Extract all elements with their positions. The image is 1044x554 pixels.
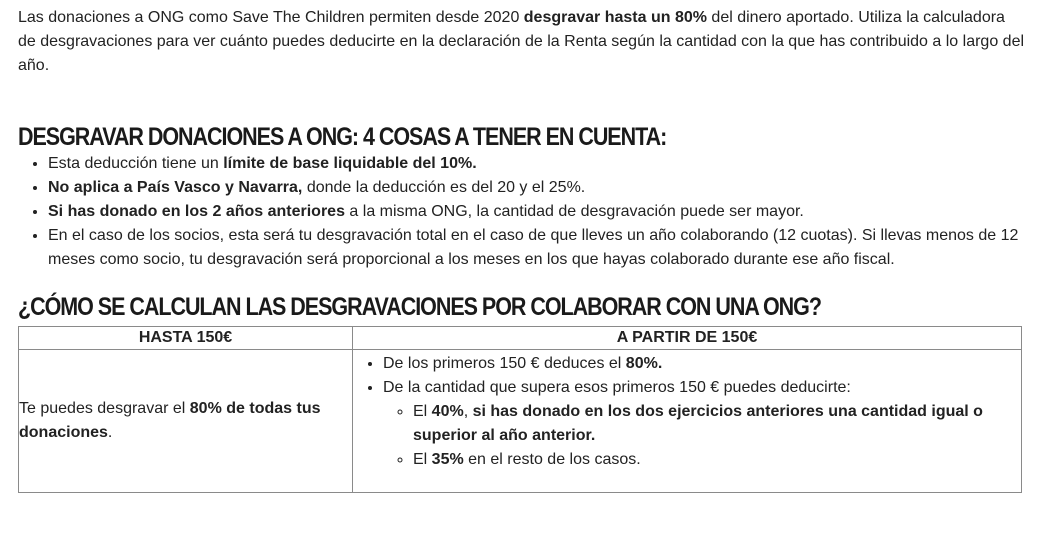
list-item xyxy=(48,176,1026,200)
considerations-list xyxy=(18,152,1026,272)
list-item-bold: No aplica a País Vasco y Navarra, xyxy=(48,179,303,196)
list-item xyxy=(48,224,1026,272)
table-row xyxy=(19,350,1022,493)
list-item-bold: 40% xyxy=(431,403,464,420)
list-item xyxy=(383,352,1021,376)
list-item-text: En el caso de los socios, esta será tu desgravación total en el caso de que lleves un año colaborando (12 cuotas). Si llevas menos de 12 meses como socio, tu desgravación será proporcional a los meses en los que hayas colaborado durante ese año fiscal. xyxy=(48,227,1019,268)
list-item-text: , xyxy=(463,403,473,420)
list-item-bold: Si has donado en los 2 años anteriores xyxy=(48,203,345,220)
list-item-text: Esta deducción tiene un xyxy=(48,155,224,172)
list-item-text: donde la deducción es del 20 y el 25%. xyxy=(302,179,586,196)
list-item-text: El xyxy=(413,403,432,420)
list-item xyxy=(48,200,1026,224)
cell-text: . xyxy=(107,424,113,441)
table-header-row xyxy=(19,327,1022,350)
list-item-bold: si has donado en los dos ejercicios anteriores una cantidad igual o superior al año anterior. xyxy=(413,403,983,444)
list-item-bold: 35% xyxy=(431,451,464,468)
list-item xyxy=(48,152,1026,176)
section-heading-how-calculated: ¿CÓMO SE CALCULAN LAS DESGRAVACIONES POR COLABORAR CON UNA ONG? xyxy=(18,293,821,321)
sub-list-item xyxy=(413,400,1021,448)
list-item-text: De los primeros 150 € deduces el xyxy=(383,355,626,372)
list-item-bold: 80%. xyxy=(625,355,663,372)
cell-text: Te puedes desgravar el xyxy=(19,400,190,417)
cell-from-150 xyxy=(353,350,1022,493)
sub-rules-list xyxy=(383,400,1021,472)
deductions-table xyxy=(18,326,1022,493)
list-item-text: en el resto de los casos. xyxy=(463,451,641,468)
intro-highlight: desgravar hasta un 80% xyxy=(523,9,707,26)
rules-list xyxy=(353,352,1021,472)
intro-text-1: Las donaciones a ONG como Save The Children permiten desde 2020 xyxy=(18,9,524,26)
cell-bold: 80% de todas tus donaciones xyxy=(19,400,321,441)
list-item xyxy=(383,376,1021,472)
col-header-up-to-150: HASTA 150€ xyxy=(19,327,353,350)
list-item-text: El xyxy=(413,451,432,468)
sub-list-item xyxy=(413,448,1021,472)
section-heading-things-to-consider: DESGRAVAR DONACIONES A ONG: 4 COSAS A TENER EN CUENTA: xyxy=(18,123,667,151)
cell-up-to-150 xyxy=(19,350,353,493)
intro-text-2: del dinero aportado. Utiliza la calculadora de desgravaciones para ver cuánto puedes deducirte en la declaración de la Renta según la cantidad con la que has contribuido a lo largo del año. xyxy=(18,9,1025,74)
list-item-text: De la cantidad que supera esos primeros 150 € puedes deducirte: xyxy=(383,379,851,396)
list-item-bold: límite de base liquidable del 10%. xyxy=(223,155,477,172)
list-item-text: a la misma ONG, la cantidad de desgravación puede ser mayor. xyxy=(344,203,804,220)
col-header-from-150: A PARTIR DE 150€ xyxy=(353,327,1022,350)
intro-paragraph xyxy=(18,6,1026,78)
